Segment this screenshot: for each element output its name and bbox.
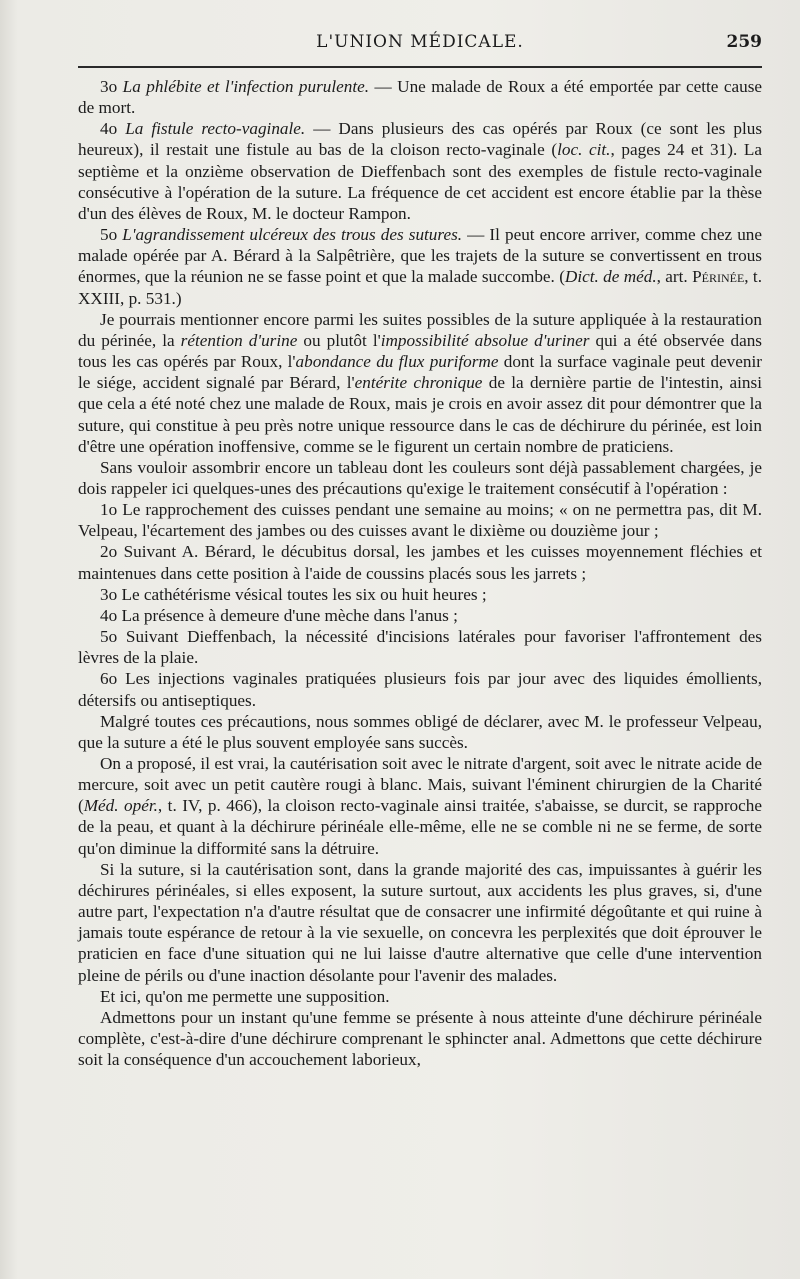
paragraph (78, 711, 762, 753)
italic-run: impossibilité absolue d'uriner (380, 330, 590, 350)
italic-run: L'agrandissement ulcéreux des trous des sutures. (122, 225, 463, 245)
text-run: — Une malade de Roux a été emportée par cette cause de mort. (78, 77, 763, 118)
text-run: 1o Le rapprochement des cuisses pendant une semaine au moins; « on ne permettra pas, dit M. Velpeau, l'écartement des jambes ou des cuisses avant le dixième ou douzième jour ; (78, 500, 762, 541)
text-run: 3o Le cathétérisme vésical toutes les six ou huit heures ; (100, 584, 487, 604)
paragraph (78, 753, 762, 859)
text-run: 2o Suivant A. Bérard, le décubitus dorsal, les jambes et les cuisses moyennement fléchies et maintenues dans cette position à l'aide de coussins placés sous les jarrets ; (78, 542, 762, 583)
text-run: ou plutôt l' (297, 330, 381, 350)
paragraph (78, 457, 762, 499)
text-run: Périnée (692, 267, 745, 287)
paragraph (78, 859, 762, 986)
text-run: 3o (100, 77, 123, 96)
italic-run: Méd. opér. (83, 796, 158, 816)
paragraph (78, 584, 762, 605)
running-title: L'UNION MÉDICALE. (316, 32, 524, 52)
page-number: 259 (726, 32, 762, 52)
text-run: Sans vouloir assombrir encore un tableau dont les couleurs sont déjà passablement chargées, je dois rappeler ici quelques-unes des précautions qu'exige le traitement consécutif à l'opération : (78, 457, 762, 498)
paragraph (78, 1007, 762, 1070)
paragraph (78, 668, 762, 710)
text-run: 5o (100, 225, 123, 245)
text-run: 4o La présence à demeure d'une mèche dans l'anus ; (100, 605, 458, 625)
text-run: dont la surface vaginale peut devenir le siége, accident signalé par Bérard, l' (78, 352, 762, 393)
paragraph (78, 309, 762, 457)
page-header (78, 32, 762, 62)
paragraph (78, 541, 762, 583)
text-run: , t. IV, p. 466), la cloison recto-vaginale ainsi traitée, s'abaisse, se durcit, se rapproche de la peau, et quant à la déchirure périnéale elle-même, elle ne se comble ni ne se ferme, de sorte qu'on diminue la difformité sans la détruire. (78, 796, 762, 858)
text-run: , pages 24 et 31). La septième et la onzième observation de Dieffenbach sont des exemples de fistule recto-vaginale consécutive à l'opération de la suture. La fréquence de cet accident est encore établie par la thèse d'un des élèves de Roux, M. le docteur Rampon. (78, 140, 762, 223)
text-run: 4o (100, 119, 126, 139)
text-run: de la dernière partie de l'intestin, ainsi que cela a été noté chez une malade de Roux, mais je crois en avoir assez dit pour démontrer que la suture, qui constitue à peu près notre unique ressource dans le cas de déchirure du périnée, est loin d'être une opération inoffensive, comme se le figurent un certain nombre de praticiens. (78, 373, 762, 456)
italic-run: Dict. de méd. (564, 267, 657, 287)
italic-run: entérite chronique (354, 373, 483, 393)
text-run: — Il peut encore arriver, comme chez une malade opérée par A. Bérard à la Salpêtrière, que les trajets de la suture se convertissent en trous énormes, que la réunion ne se fasse point et que la malade succombe. ( (78, 225, 763, 287)
italic-run: abondance du flux puriforme (295, 352, 499, 372)
text-run: Je pourrais mentionner encore parmi les suites possibles de la suture appliquée à la restauration du périnée, la (78, 309, 762, 350)
text-run: — Dans plusieurs des cas opérés par Roux (ce sont les plus heureux), il restait une fistule au bas de la cloison recto-vaginale ( (78, 119, 763, 160)
paragraph (78, 499, 762, 541)
paragraph (78, 76, 762, 118)
text-run: On a proposé, il est vrai, la cautérisation soit avec le nitrate d'argent, soit avec le nitrate acide de mercure, soit avec un petit cautère rougi à blanc. Mais, suivant l'éminent chirurgien de la Charité ( (78, 754, 762, 816)
text-run: 5o Suivant Dieffenbach, la nécessité d'incisions latérales pour favoriser l'affrontement des lèvres de la plaie. (78, 627, 762, 668)
body-text (78, 76, 762, 1070)
text-run: Malgré toutes ces précautions, nous sommes obligé de déclarer, avec M. le professeur Velpeau, que la suture a été le plus souvent employée sans succès. (78, 711, 762, 752)
italic-run: rétention d'urine (180, 330, 298, 350)
text-run: Si la suture, si la cautérisation sont, dans la grande majorité des cas, impuissantes à guérir les déchirures périnéales, si elles exposent, la suture surtout, aux accidents les plus graves, si, d'une autre part, l'expectation n'a d'autre résultat que de consacrer une infirmité dégoûtante et qui ruine à jamais toute espérance de retour à la vie sexuelle, on concevra les perplexités que doit éprouver le praticien en face d'une situation qui ne lui laisse d'autre alternative que celle d'une intervention pleine de périls ou d'une inaction désolante pour l'avenir des malades. (78, 859, 762, 985)
text-run: 6o Les injections vaginales pratiquées plusieurs fois par jour avec des liquides émollients, détersifs ou antiseptiques. (78, 669, 762, 710)
header-rule (78, 66, 762, 68)
text-run: Et ici, qu'on me permette une supposition. (100, 986, 390, 1006)
text-run: , t. XXIII, p. 531.) (78, 267, 762, 308)
text-run: Admettons pour un instant qu'une femme se présente à nous atteinte d'une déchirure périnéale complète, c'est-à-dire d'une déchirure comprenant le sphincter anal. Admettons que cette déchirure soit la conséquence d'un accouchement laborieux, (78, 1007, 762, 1070)
paragraph (78, 986, 762, 1007)
italic-run: La fistule recto-vaginale. (125, 119, 306, 139)
text-run: qui a été observée dans tous les cas opérés par Roux, l' (78, 330, 762, 372)
paragraph (78, 224, 762, 309)
italic-run: loc. cit. (557, 140, 611, 160)
text-run: , art. (656, 267, 693, 287)
paragraph (78, 605, 762, 626)
paragraph (78, 118, 762, 224)
paragraph (78, 626, 762, 668)
italic-run: La phlébite et l'infection purulente. (122, 77, 370, 96)
